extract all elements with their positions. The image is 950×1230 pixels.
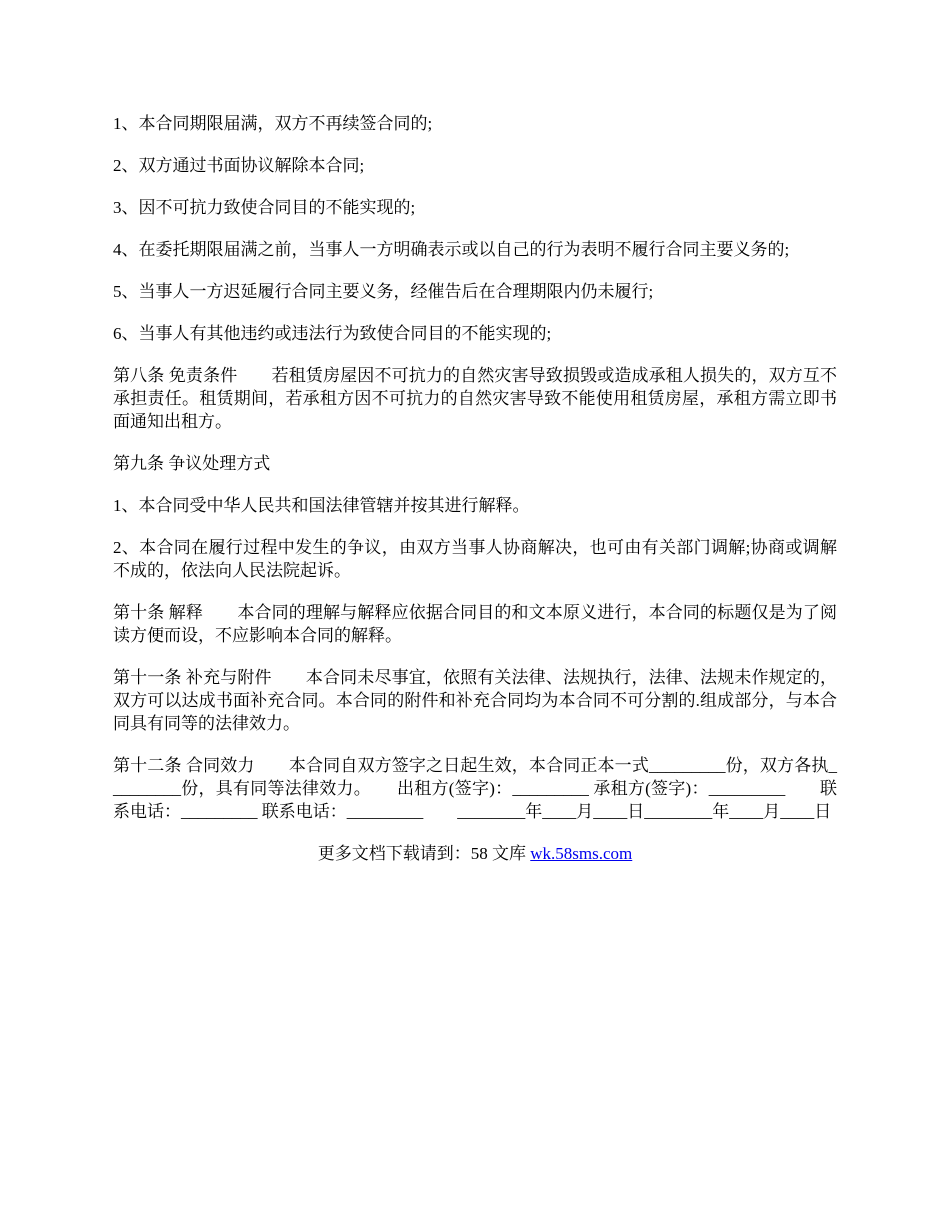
article-10-interpretation: 第十条 解释 本合同的理解与解释应依据合同目的和文本原义进行，本合同的标题仅是为了阅读方便而设，不应影响本合同的解释。 [113, 603, 837, 645]
clause-item-5: 5、当事人一方迟延履行合同主要义务，经催告后在合理期限内仍未履行; [113, 282, 654, 301]
article-9-heading: 第九条 争议处理方式 [113, 454, 271, 473]
article-8-exemption: 第八条 免责条件 若租赁房屋因不可抗力的自然灾害导致损毁或造成承租人损失的，双方互不承担责任。租赁期间，若承租方因不可抗力的自然灾害导致不能使用租赁房屋，承租方需立即书面通知出租方。 [113, 366, 837, 431]
dispute-item-1: 1、本合同受中华人民共和国法律管辖并按其进行解释。 [113, 496, 530, 515]
article-11-supplement: 第十一条 补充与附件 本合同未尽事宜，依照有关法律、法规执行，法律、法规未作规定的，双方可以达成书面补充合同。本合同的附件和补充合同均为本合同不可分割的.组成部分，与本合同具有同等的法律效力。 [113, 668, 837, 733]
article-12-validity: 第十二条 合同效力 本合同自双方签字之日起生效，本合同正本一式_________份，双方各执_________份，具有同等法律效力。 出租方(签字)：_________ 承租方(签字)：_________ 联系电话：_________ 联系电话：_________ ________年____月____日________年____月____日 [113, 756, 837, 821]
document-page [113, 112, 837, 865]
download-footer [113, 842, 837, 865]
footer-text: 更多文档下载请到：58 文库 [317, 844, 531, 863]
clause-item-6: 6、当事人有其他违约或违法行为致使合同目的不能实现的; [113, 324, 552, 343]
footer-link[interactable]: wk.58sms.com [530, 844, 633, 863]
dispute-item-2: 2、本合同在履行过程中发生的争议，由双方当事人协商解决，也可由有关部门调解;协商或调解不成的，依法向人民法院起诉。 [113, 538, 837, 580]
clause-item-4: 4、在委托期限届满之前，当事人一方明确表示或以自己的行为表明不履行合同主要义务的; [113, 240, 790, 259]
clause-item-1: 1、本合同期限届满，双方不再续签合同的; [113, 114, 433, 133]
clause-item-2: 2、双方通过书面协议解除本合同; [113, 156, 365, 175]
clause-item-3: 3、因不可抗力致使合同目的不能实现的; [113, 198, 416, 217]
